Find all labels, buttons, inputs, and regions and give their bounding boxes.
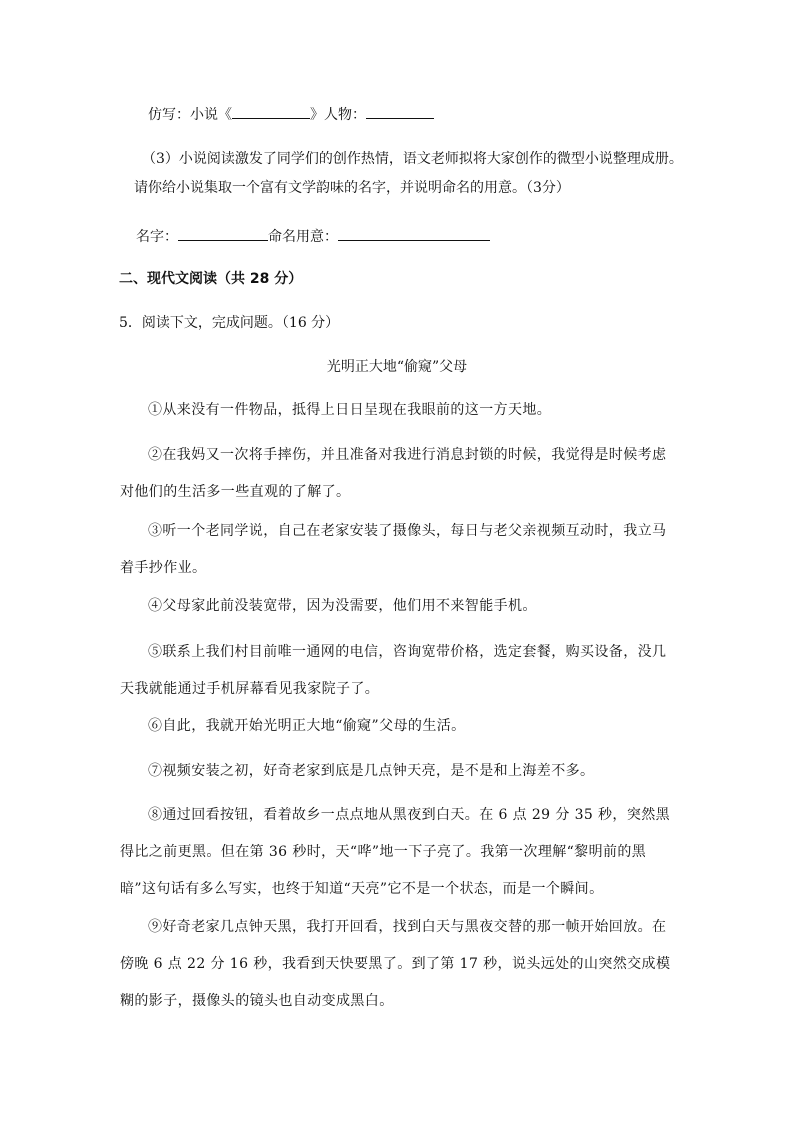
paragraph-3: ③听一个老同学说，自己在老家安装了摄像头，每日与老父亲视频互动时，我立马着手抄作业。 — [120, 523, 667, 576]
imitation-prefix: 仿写：小说《 — [148, 107, 232, 123]
novel-name-blank[interactable] — [232, 104, 310, 119]
q3-line-2: 请你给小说集取一个富有文学韵味的名字，并说明命名的用意。（3分） — [134, 180, 570, 196]
paragraph-9: ⑨好奇老家几点钟天黑，我打开回看，找到白天与黑夜交替的那一帧开始回放。在傍晚 6 点 22 分 16 秒，我看到天快要黑了。到了第 17 秒，说头远处的山突然交成模糊的影子，摄像头的镜头也自动变成黑白。 — [120, 919, 671, 1009]
paragraph-2: ②在我妈又一次将手摔伤，并且准备对我进行消息封锁的时候，我觉得是时候考虑对他们的生活多一些直观的了解了。 — [120, 447, 667, 500]
paragraph-6: ⑥自此，我就开始光明正大地“偷窥”父母的生活。 — [148, 718, 466, 734]
paragraph-4: ④父母家此前没装宽带，因为没需要，他们用不来智能手机。 — [148, 598, 537, 614]
paragraph-8: ⑧通过回看按钮，看着故乡一点点地从黑夜到白天。在 6 点 29 分 35 秒，突然黑得比之前更黑。但在第 36 秒时，天“哗”地一下子亮了。我第一次理解“黎明前的黑暗”这句话有多么写实，也终于知道“天亮”它不是一个状态，而是一个瞬间。 — [120, 807, 671, 897]
imitation-line — [148, 104, 434, 124]
purpose-label: 命名用意： — [268, 229, 338, 245]
imitation-character-label: 》人物： — [310, 107, 366, 123]
purpose-blank[interactable] — [338, 226, 490, 241]
name-label: 名字： — [136, 229, 178, 245]
section-heading: 二、现代文阅读（共 28 分） — [119, 271, 303, 287]
name-answer-line — [136, 226, 490, 246]
name-blank[interactable] — [178, 226, 268, 241]
question-5: 5．阅读下文，完成问题。（16 分） — [119, 315, 340, 331]
paragraph-1: ①从来没有一件物品，抵得上日日呈现在我眼前的这一方天地。 — [148, 402, 552, 418]
article-title: 光明正大地“偷窥”父母 — [326, 359, 468, 375]
paragraph-7: ⑦视频安装之初，好奇老家到底是几点钟天亮，是不是和上海差不多。 — [148, 763, 595, 779]
paragraph-5: ⑤联系上我们村目前唯一通网的电信，咨询宽带价格，选定套餐，购买设备，没几天我就能通过手机屏幕看见我家院子了。 — [120, 644, 667, 697]
q3-line-1: （3）小说阅读激发了同学们的创作热情，语文老师拟将大家创作的微型小说整理成册。 — [142, 151, 683, 167]
character-blank[interactable] — [366, 104, 434, 119]
